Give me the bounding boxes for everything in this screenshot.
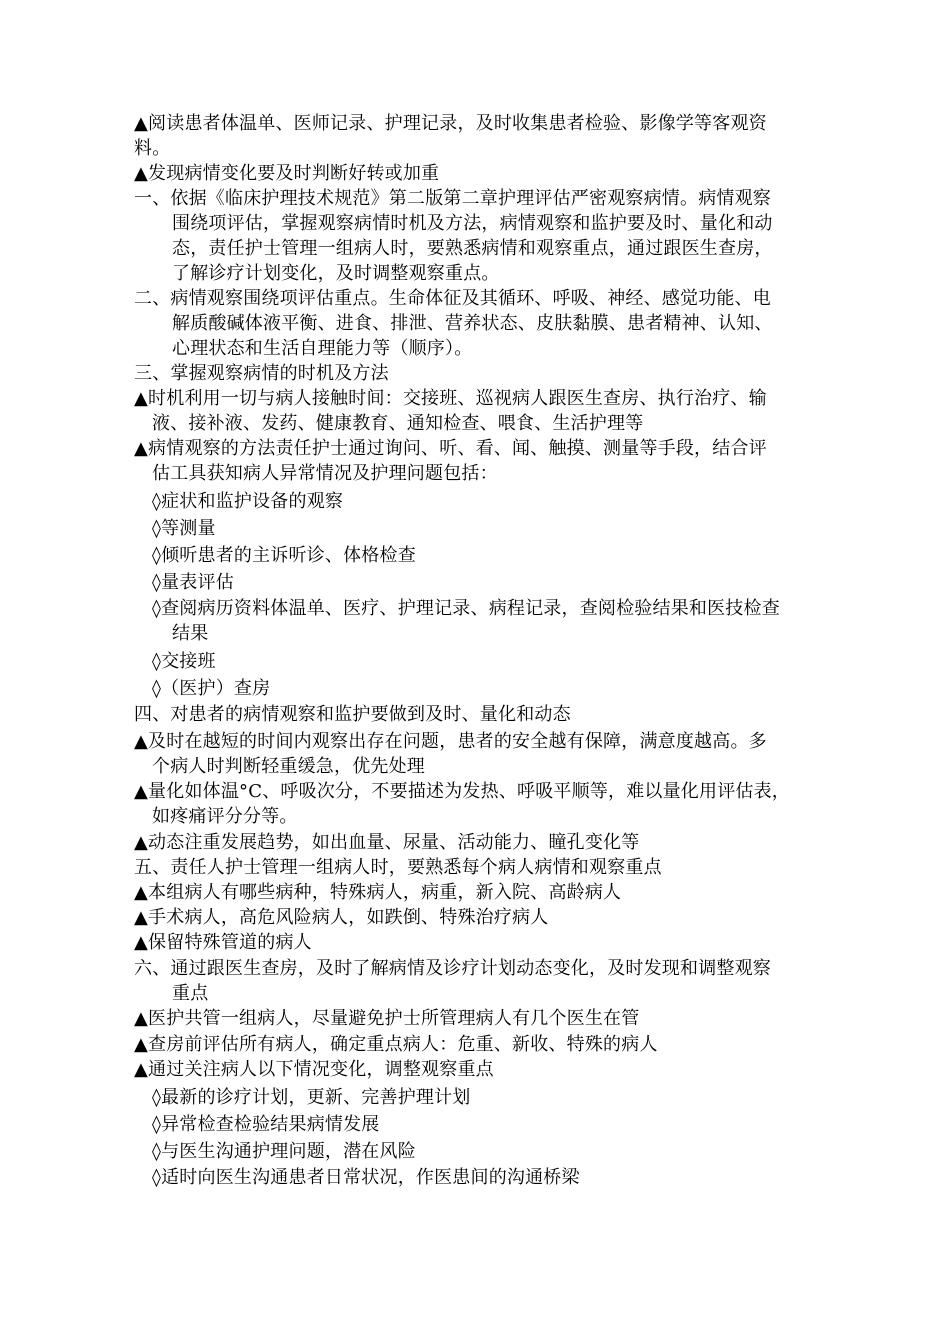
- text-line: ▲通过关注病人以下情况变化，调整观察重点: [134, 1059, 494, 1080]
- text-line: 心理状态和生活自理能力等（顺序）。: [172, 338, 473, 359]
- section-heading: 五、责任人护士管理一组病人时，要熟悉每个病人病情和观察重点: [134, 857, 662, 878]
- text-line: ▲保留特殊管道的病人: [134, 932, 312, 953]
- text-line: ▲医护共管一组病人，尽量避免护士所管理病人有几个医生在管: [134, 1008, 640, 1029]
- text-line: 重点: [172, 983, 209, 1004]
- text-line: 围绕项评估，掌握观察病情时机及方法，病情观察和监护要及时、量化和动: [172, 213, 773, 234]
- section-heading: 六、通过跟医生查房，及时了解病情及诊疗计划动态变化，及时发现和调整观察: [134, 958, 771, 979]
- list-item: ◊（医护）查房: [152, 678, 271, 699]
- text-line: 液、接补液、发药、健康教育、通知检查、喂食、生活护理等: [152, 413, 644, 434]
- text-line: 结果: [172, 623, 209, 644]
- text-line: ▲时机利用一切与病人接触时间：交接班、巡视病人跟医生查房、执行治疗、输: [134, 388, 767, 409]
- text-line: ▲病情观察的方法责任护士通过询问、听、看、闻、触摸、测量等手段，结合评: [134, 438, 767, 459]
- list-item: ◊症状和监护设备的观察: [152, 491, 344, 512]
- section-heading: 四、对患者的病情观察和监护要做到及时、量化和动态: [134, 704, 571, 725]
- text-line: ▲本组病人有哪些病种，特殊病人，病重，新入院、高龄病人: [134, 882, 622, 903]
- list-item: ◊与医生沟通护理问题，潜在风险: [152, 1141, 416, 1162]
- list-item: ◊倾听患者的主诉听诊、体格检查: [152, 545, 416, 566]
- text-line: ▲手术病人，高危风险病人，如跌倒、特殊治疗病人: [134, 907, 549, 928]
- text-line: ▲阅读患者体温单、医师记录、护理记录，及时收集患者检验、影像学等客观资: [134, 113, 767, 134]
- text-line: 料。: [134, 138, 171, 159]
- list-item: ◊查阅病历资料体温单、医疗、护理记录、病程记录，查阅检验结果和医技检查: [152, 598, 780, 619]
- text-line: 估工具获知病人异常情况及护理问题包括：: [152, 463, 498, 484]
- section-heading: 三、掌握观察病情的时机及方法: [134, 363, 389, 384]
- list-item: ◊交接班: [152, 651, 216, 672]
- text-line: 个病人时判断轻重缓急，优先处理: [152, 756, 425, 777]
- text-line: 如疼痛评分分等。: [152, 806, 298, 827]
- text-line: ▲量化如体温°C、呼吸次分，不要描述为发热、呼吸平顺等，难以量化用评估表，: [134, 781, 791, 802]
- text-line: ▲及时在越短的时间内观察出存在问题，患者的安全越有保障，满意度越高。多: [134, 731, 767, 752]
- text-line: ▲动态注重发展趋势，如出血量、尿量、活动能力、瞳孔变化等: [134, 832, 640, 853]
- text-line: 了解诊疗计划变化，及时调整观察重点。: [172, 263, 500, 284]
- text-line: 解质酸碱体液平衡、进食、排泄、营养状态、皮肤黏膜、患者精神、认知、: [172, 313, 773, 334]
- section-heading: 二、病情观察围绕项评估重点。生命体征及其循环、呼吸、神经、感觉功能、电: [134, 288, 771, 309]
- text-line: 态，责任护士管理一组病人时，要熟悉病情和观察重点，通过跟医生查房，: [172, 238, 773, 259]
- list-item: ◊适时向医生沟通患者日常状况，作医患间的沟通桥梁: [152, 1167, 580, 1188]
- list-item: ◊量表评估: [152, 572, 234, 593]
- list-item: ◊等测量: [152, 518, 216, 539]
- section-heading: 一、依据《临床护理技术规范》第二版第二章护理评估严密观察病情。病情观察: [134, 188, 771, 209]
- text-line: ▲发现病情变化要及时判断好转或加重: [134, 163, 440, 184]
- list-item: ◊异常检查检验结果病情发展: [152, 1114, 380, 1135]
- list-item: ◊最新的诊疗计划，更新、完善护理计划: [152, 1087, 471, 1108]
- text-line: ▲查房前评估所有病人，确定重点病人：危重、新收、特殊的病人: [134, 1034, 658, 1055]
